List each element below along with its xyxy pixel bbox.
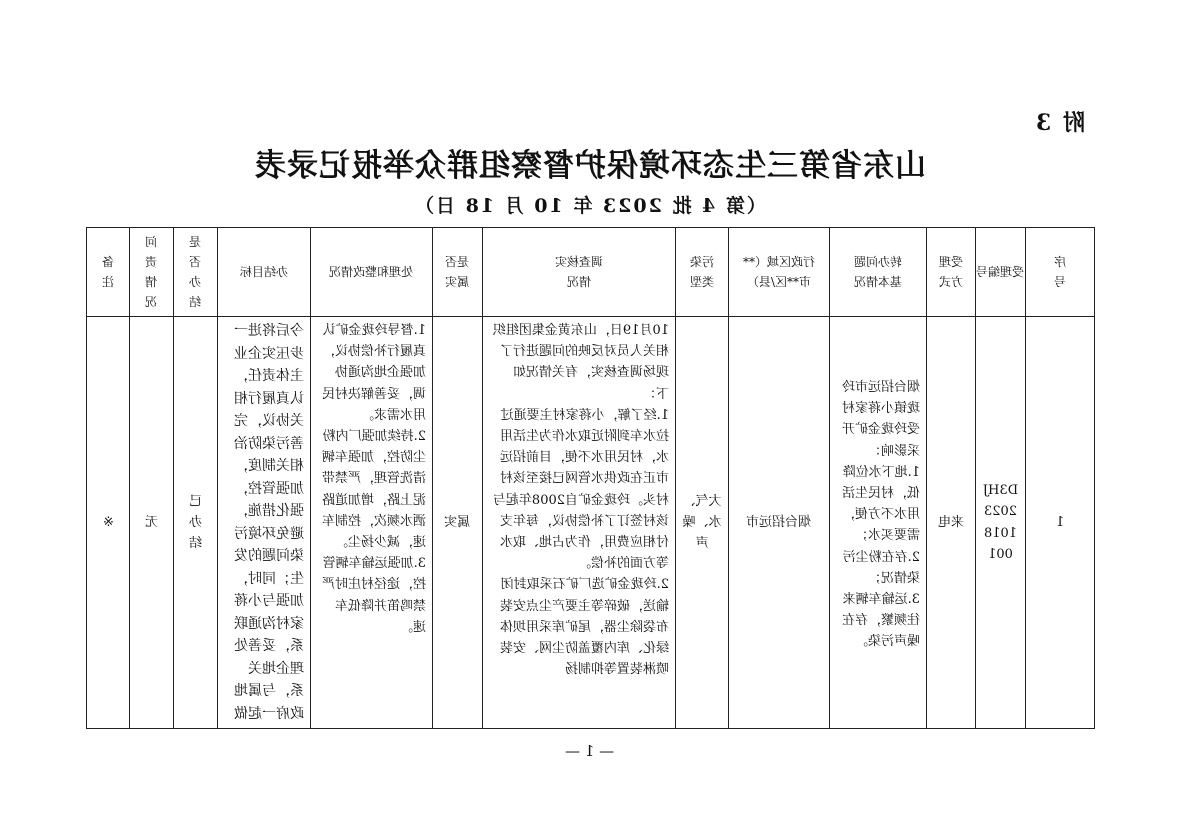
cell-accountability: 无 — [130, 317, 174, 729]
header-method: 受理 方式 — [927, 228, 976, 317]
header-accountability: 问 责 情 况 — [130, 228, 174, 317]
table-row — [87, 317, 1095, 729]
cell-goal: 今后将进一步压实企业主体责任，认真履行相关协议，完善污染防治相关制度，加强管控，强化措施，避免环境污染问题的发生；同时，加强与小蒋家村沟通联系，妥善处理企地关系，与属地政府一起做 — [218, 317, 311, 729]
annex-label: 附 3 — [1034, 110, 1085, 136]
cell-handling: 1.督导玲珑金矿认真履行补偿协议，加强企地沟通协调，妥善解决村民用水需求。 2.持续加强厂内粉尘防控，加强车辆清洗管理，严禁带泥上路，增加道路洒水频次，控制车速，减少扬尘。 3.加强运输车辆管控，途径村庄时严禁鸣笛并降低车速。 — [311, 317, 433, 729]
cell-closed: 已 办 结 — [174, 317, 218, 729]
page-number: — 1 — — [564, 742, 615, 760]
header-handling: 处理和整改情况 — [311, 228, 433, 317]
cell-seq: 1 — [1026, 317, 1095, 729]
cell-remarks: ※ — [87, 317, 130, 729]
cell-is-true: 属实 — [433, 317, 483, 729]
cell-case-no: D3HJ2023 1018001 — [976, 317, 1026, 729]
header-goal: 办结目标 — [218, 228, 311, 317]
cell-region: 烟台招远市 — [729, 317, 830, 729]
header-region: 行政区域（** 市**区/县） — [729, 228, 830, 317]
header-seq: 序 号 — [1026, 228, 1095, 317]
document-subtitle: （第 4 批 2023 年 10 月 18 日） — [413, 195, 766, 217]
cell-verification: 10月19日，山东黄金集团组织相关人员对反映的问题进行了现场调查核实，有关情况如下： 1.经了解，小蒋家村主要通过拉水车到附近取水作为生活用水，村民用水不便，目前招远市正在政供水管网已接至该村村头。玲珑金矿自2008年起与该村签订了补偿协议，每年支付相应费用，作为占地、取水等方面的补偿。 2.玲珑金矿选厂矿石采取封闭输送，破碎等主要产尘点安装布袋除尘器，尾矿库采用坝体绿化、库内覆盖防尘网、安装喷淋装置等抑制扬 — [483, 317, 676, 729]
cell-method: 来电 — [927, 317, 976, 729]
document-title: 山东省第三生态环境保护督察组群众举报记录表 — [253, 148, 926, 184]
header-problem: 转办问题 基本情况 — [830, 228, 927, 317]
header-verification: 调查核实 情况 — [483, 228, 676, 317]
header-case-no: 受理编号 — [976, 228, 1026, 317]
cell-problem: 烟台招远市玲珑镇小蒋家村受玲珑金矿开采影响： 1.地下水位降低，村民生活用水不方便，需要买水； 2.存在粉尘污染情况； 3.运输车辆来往频繁，存在噪声污染。 — [830, 317, 927, 729]
header-true: 是否 属实 — [433, 228, 483, 317]
header-closed: 是 否 办 结 — [174, 228, 218, 317]
header-pollution: 污染 类型 — [676, 228, 729, 317]
header-remarks: 备 注 — [87, 228, 130, 317]
table-header-row — [87, 228, 1095, 317]
cell-pollution: 大气、水、噪声 — [676, 317, 729, 729]
report-table — [86, 227, 1095, 729]
